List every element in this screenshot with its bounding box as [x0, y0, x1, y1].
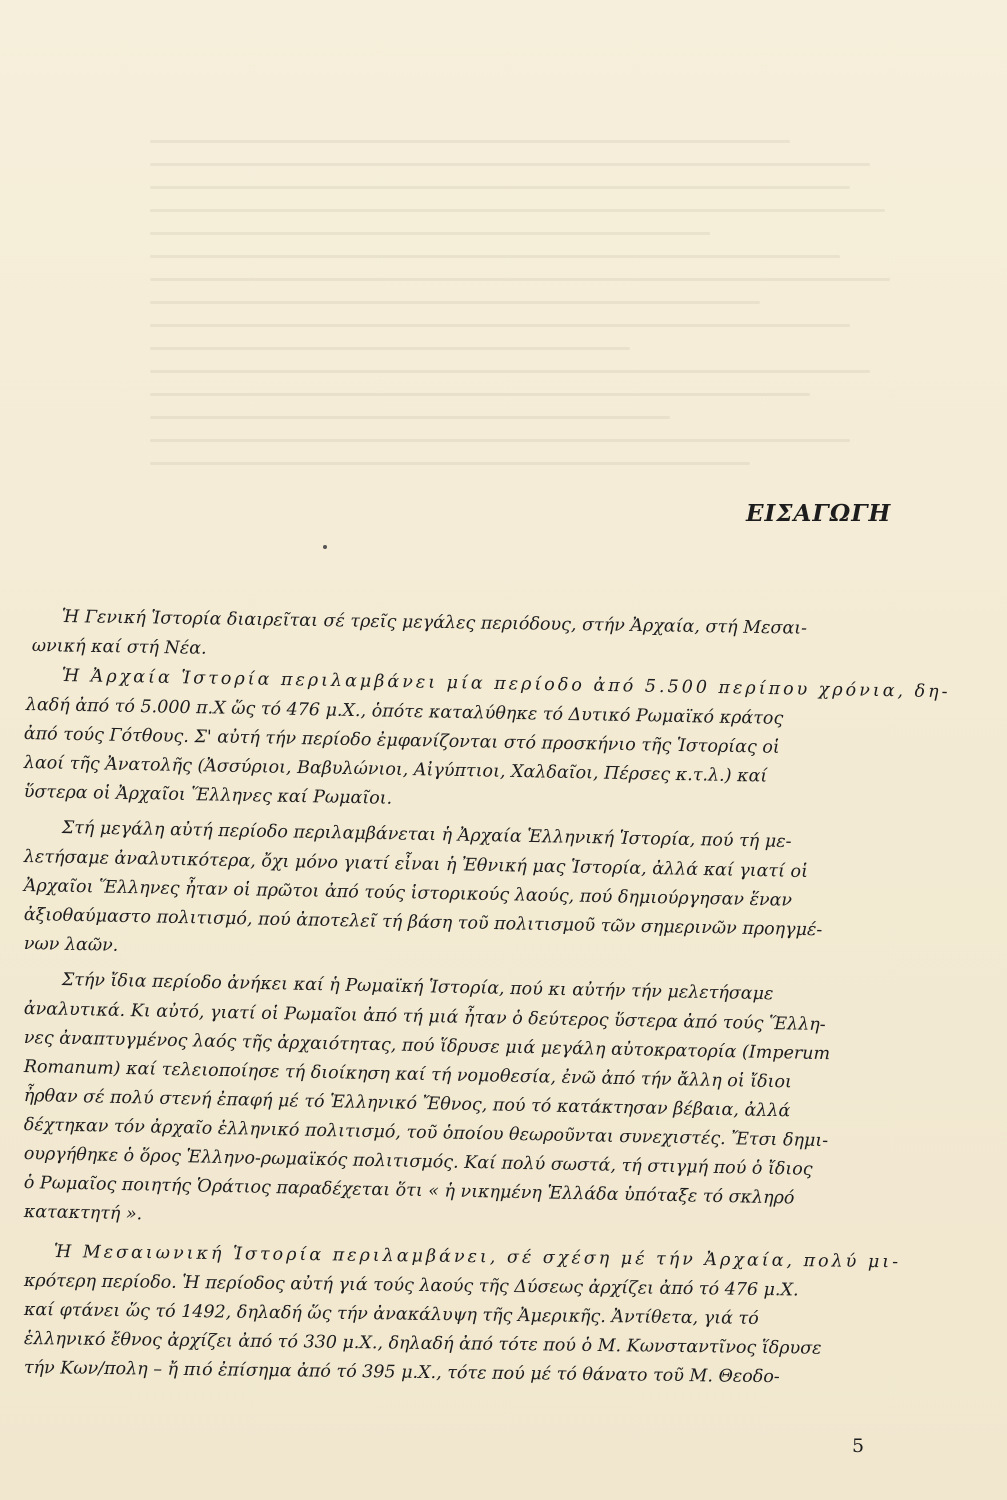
text-line: λαδή ἀπό τό 5.000 π.Χ ὥς τό 476 μ.Χ., ὁπότε καταλύθηκε τό Δυτικό Ρωμαϊκό κράτος: [25, 695, 784, 729]
text-line: κατακτητή ».: [23, 1202, 143, 1225]
text-line: λετήσαμε ἀναλυτικότερα, ὄχι μόνο γιατί εἶναι ἡ Ἐθνική μας Ἱστορία, ἀλλά καί γιατί οἱ: [23, 847, 809, 883]
text-line: κρότερη περίοδο. Ἡ περίοδος αὐτή γιά τούς λαούς τῆς Δύσεως ἀρχίζει ἀπό τό 476 μ.Χ.: [23, 1271, 799, 1301]
text-line: Ἡ Γενική Ἱστορία διαιρεῖται σέ τρεῖς μεγάλες περιόδους, στήν Ἀρχαία, στή Μεσαι-: [61, 607, 808, 639]
text-line: τήν Κων/πολη – ἤ πιό ἐπίσημα ἀπό τό 395 μ.Χ., τότε πού μέ τό θάνατο τοῦ Μ. Θεοδο-: [23, 1358, 780, 1388]
text-line: ἀξιοθαύμαστο πολιτισμό, πού ἀποτελεῖ τή βάση τοῦ πολιτισμοῦ τῶν σημερινῶν προηγμέ-: [23, 905, 823, 941]
text-line: δέχτηκαν τόν ἀρχαῖο ἑλληνικό πολιτισμό, τοῦ ὁποίου θεωροῦνται συνεχιστές. Ἔτσι δημι-: [23, 1115, 829, 1152]
text-line: καί φτάνει ὥς τό 1492, δηλαδή ὥς τήν ἀνακάλυψη τῆς Ἀμερικῆς. Ἀντίθετα, γιά τό: [23, 1300, 759, 1329]
text-line: ἀναλυτικά. Κι αὐτό, γιατί οἱ Ρωμαῖοι ἀπό τή μιά ἦταν ὁ δεύτερος ὕστερα ἀπό τούς Ἕλλη-: [23, 999, 826, 1036]
text-line: ὕστερα οἱ Ἀρχαῖοι Ἕλληνες καί Ρωμαῖοι.: [23, 782, 393, 809]
text-line: ωνική καί στή Νέα.: [31, 636, 207, 659]
text-line: ὁ Ρωμαῖος ποιητής Ὁράτιος παραδέχεται ὅτι « ἡ νικημένη Ἑλλάδα ὑπόταξε τό σκληρό: [23, 1173, 795, 1209]
chapter-heading: ΕΙΣΑΓΩΓΗ: [746, 500, 892, 527]
text-line: Στή μεγάλη αὐτή περίοδο περιλαμβάνεται ἡ Ἀρχαία Ἑλληνική Ἱστορία, πού τή με-: [61, 818, 792, 853]
text-line: Ἡ Ἀρχαία Ἱστορία περιλαμβάνει μία περίοδο ἀπό 5.500 περίπου χρόνια, δη-: [61, 666, 951, 703]
text-line: ἀπό τούς Γότθους. Σ' αὐτή τήν περίοδο ἐμφανίζονται στό προσκήνιο τῆς Ἱστορίας οἱ: [23, 724, 780, 758]
text-line: Στήν ἴδια περίοδο ἀνήκει καί ἡ Ρωμαϊκή Ἱστορία, πού κι αὐτήν τήν μελετήσαμε: [61, 970, 774, 1005]
stray-mark: [323, 545, 327, 549]
show-through-from-reverse: [150, 140, 910, 560]
text-line: νων λαῶν.: [23, 934, 119, 956]
page-number: 5: [852, 1435, 865, 1457]
text-line: Ἡ Μεσαιωνική Ἱστορία περιλαμβάνει, σέ σχέση μέ τήν Ἀρχαία, πολύ μι-: [53, 1242, 902, 1273]
text-line: νες ἀναπτυγμένος λαός τῆς ἀρχαιότητας, πού ἵδρυσε μιά μεγάλη αὐτοκρατορία (Imperum: [23, 1028, 831, 1065]
text-line: Romanum) καί τελειοποίησε τή διοίκηση καί τή νομοθεσία, ἐνῶ ἀπό τήν ἄλλη οἱ ἴδιοι: [23, 1057, 793, 1093]
text-line: ἦρθαν σέ πολύ στενή ἐπαφή μέ τό Ἑλληνικό Ἔθνος, πού τό κατάκτησαν βέβαια, ἀλλά: [23, 1086, 791, 1122]
text-line: λαοί τῆς Ἀνατολῆς (Ἀσσύριοι, Βαβυλώνιοι, Αἰγύπτιοι, Χαλδαῖοι, Πέρσες κ.τ.λ.) καί: [23, 753, 768, 787]
text-line: Ἀρχαῖοι Ἕλληνες ἦταν οἱ πρῶτοι ἀπό τούς ἱστορικούς λαούς, πού δημιούργησαν ἕναν: [23, 876, 793, 911]
text-line: ἑλληνικό ἔθνος ἀρχίζει ἀπό τό 330 μ.Χ., δηλαδή ἀπό τότε πού ὁ Μ. Κωνσταντῖνος ἵδρυσε: [23, 1329, 822, 1359]
text-line: ουργήθηκε ὁ ὅρος Ἑλληνο-ρωμαϊκός πολιτισμός. Καί πολύ σωστά, τή στιγμή πού ὁ ἴδιος: [23, 1144, 813, 1180]
